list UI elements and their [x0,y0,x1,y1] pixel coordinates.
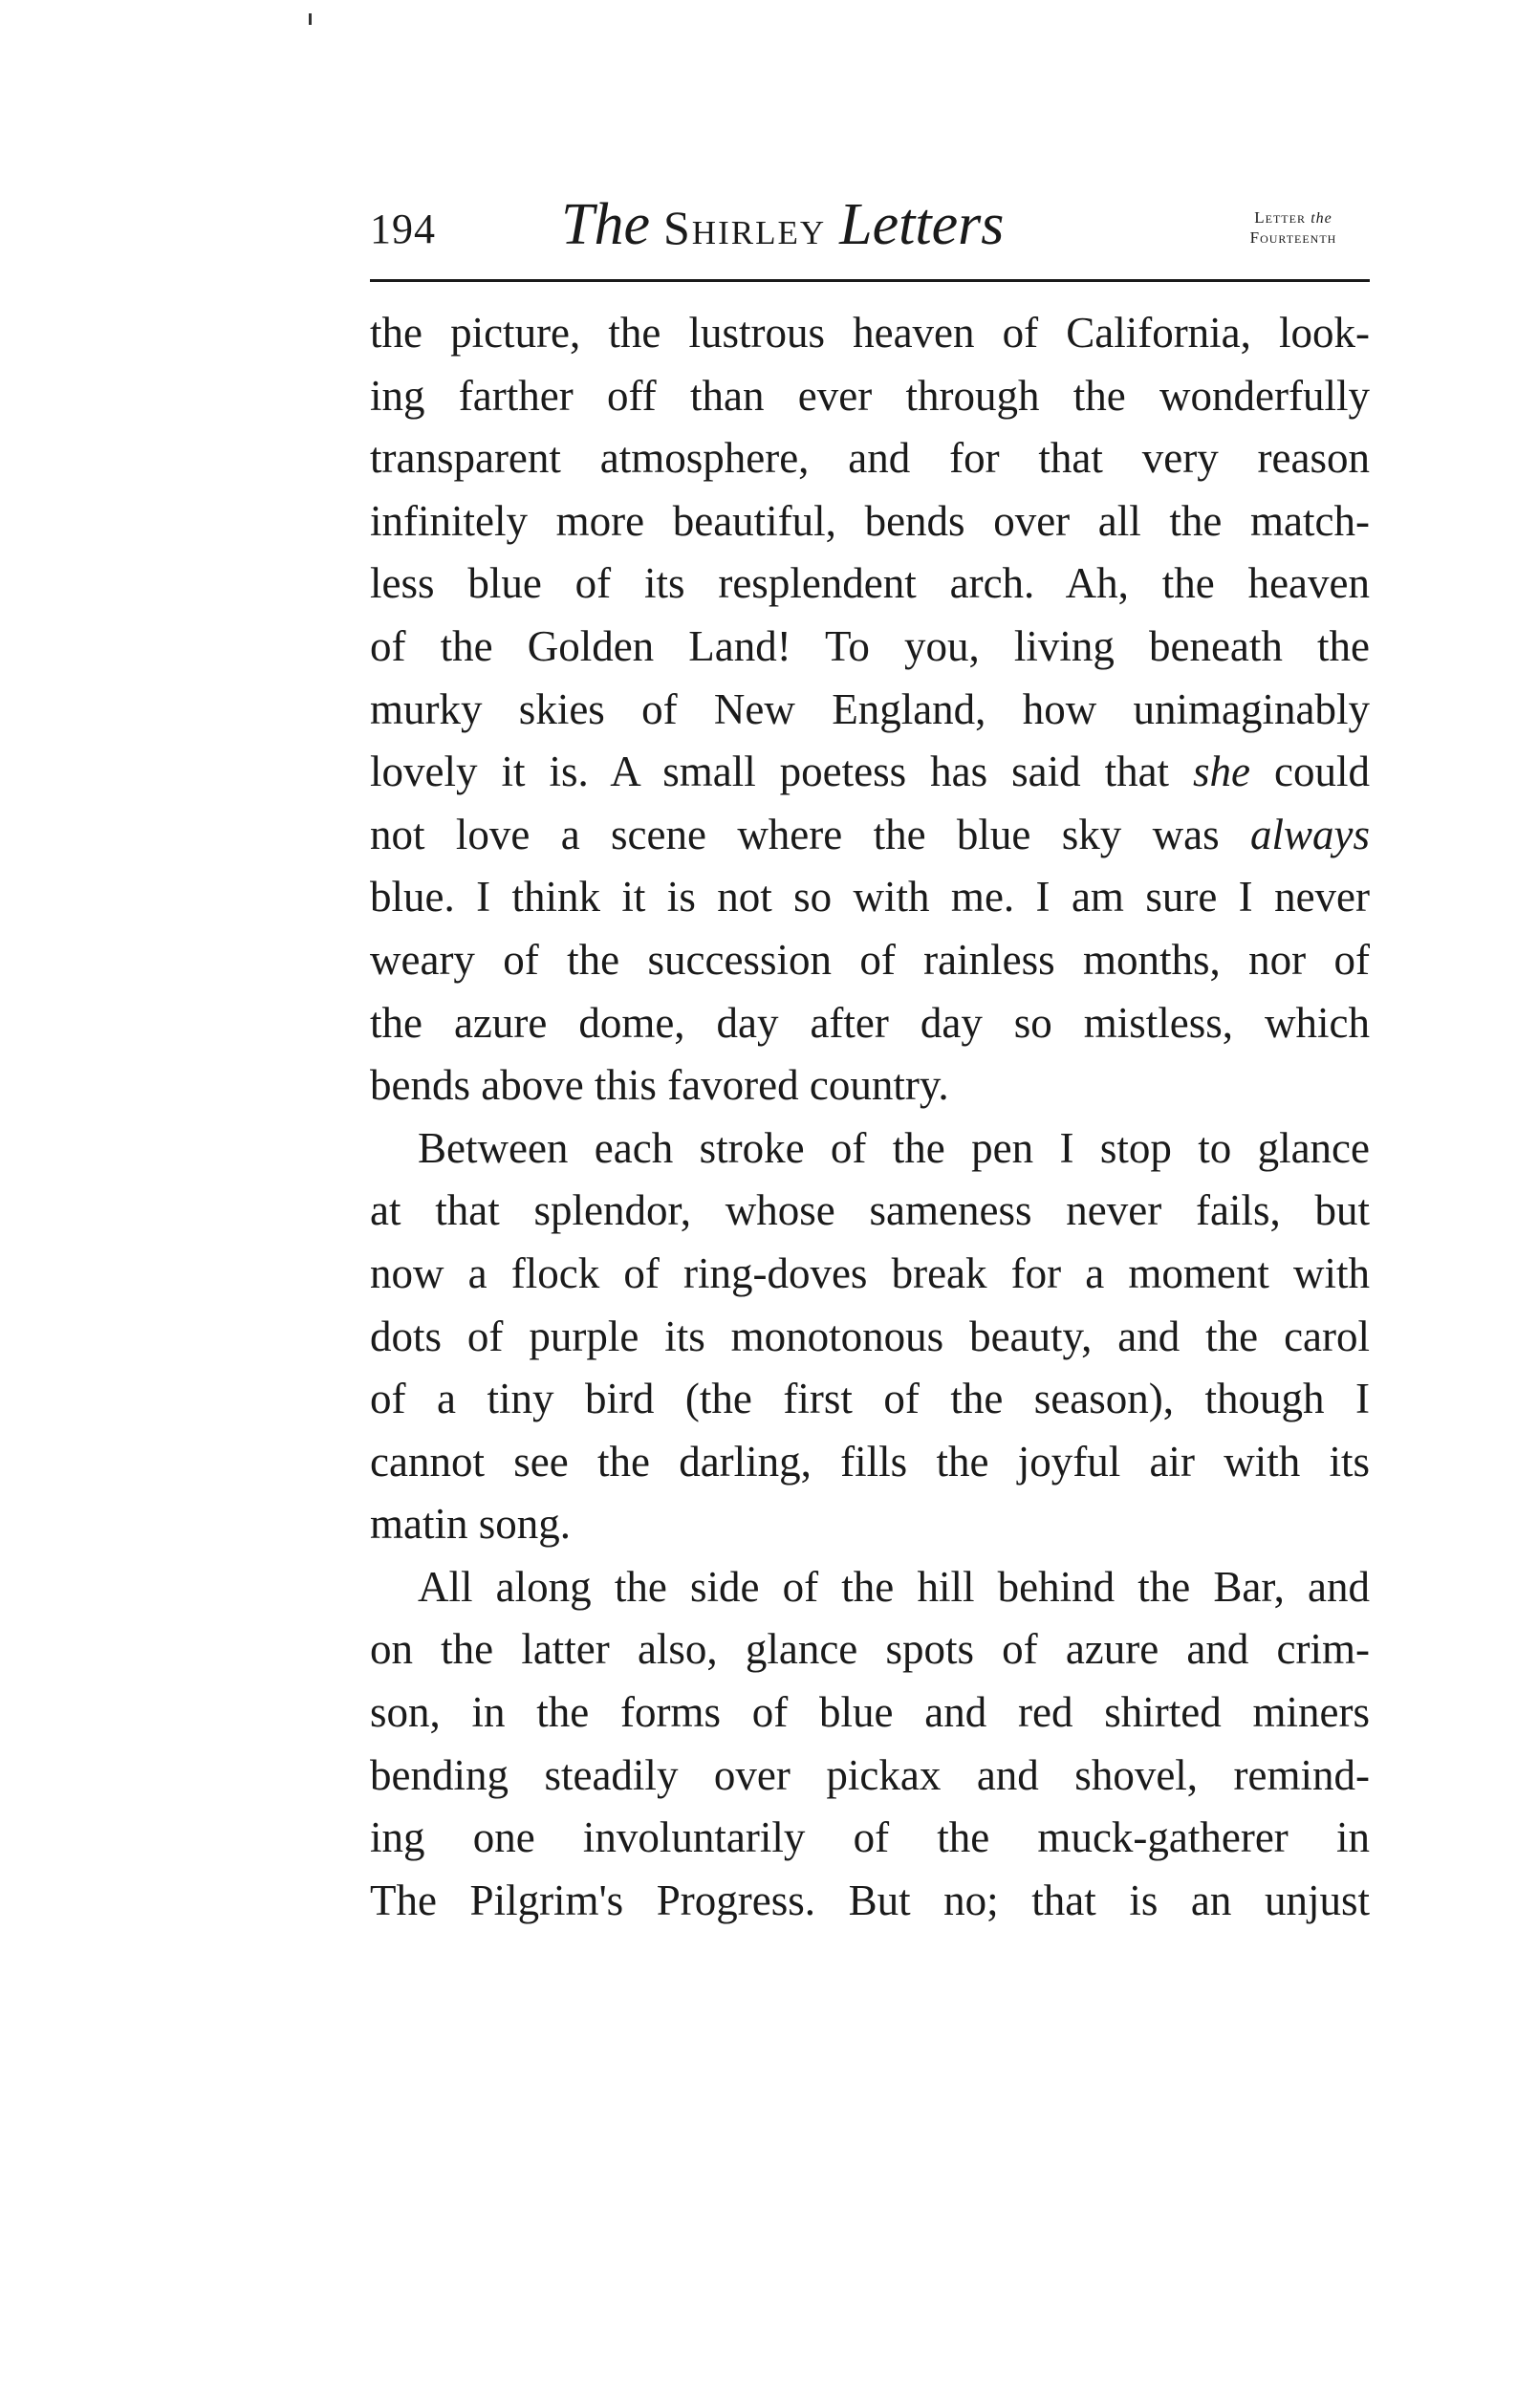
text-line-9 [370,804,1370,867]
text-line-19: cannot see the darling, fills the joyful air with its [370,1437,1370,1486]
page-number: 194 [370,206,436,252]
text-line-6: of the Golden Land! To you, living beneath the [370,621,1370,670]
text-line-1: the picture, the lustrous heaven of California, look- [370,309,1370,357]
italic-always: always [1249,810,1370,858]
text-line-26: The Pilgrim's Progress. But no; that is an unjust [370,1876,1370,1924]
text-line-20: matin song. [370,1500,571,1549]
text-line-11: weary of the succession of rainless months, nor of [370,935,1370,984]
text-line-18: of a tiny bird (the first of the season), though I [370,1375,1370,1423]
text-line-8-end: could [1274,748,1370,796]
text-line-24: bending steadily over pickax and shovel, remind- [370,1750,1370,1799]
text-line-15: at that splendor, whose sameness never fails, but [370,1186,1370,1235]
text-line-8-start: lovely it is. A small poetess has said that [370,748,1170,796]
stray-ink-mark [309,13,312,25]
running-title-the: The [561,192,650,257]
text-line-2: ing farther off than ever through the wonderfully [370,371,1370,420]
text-line-25: ing one involuntarily of the muck-gatherer in [370,1813,1370,1862]
text-line-9-start: not love a scene where the blue sky was [370,810,1220,858]
letter-label-the: the [1311,210,1332,227]
text-line-5: less blue of its resplendent arch. Ah, the heaven [370,559,1370,608]
text-line-16: now a flock of ring-doves break for a moment with [370,1248,1370,1297]
text-line-8 [370,741,1370,804]
italic-she: she [1193,748,1251,796]
letter-label [1217,208,1370,248]
running-title [561,191,1004,259]
text-line-4: infinitely more beautiful, bends over all the match- [370,496,1370,545]
text-line-10: blue. I think it is not so with me. I am sure I never [370,873,1370,922]
body-text [370,302,1370,1932]
text-line-23: son, in the forms of blue and red shirted miners [370,1688,1370,1737]
running-title-shirley: Shirley [663,201,827,254]
header-rule [370,279,1370,282]
letter-label-word: Letter [1254,208,1306,227]
text-line-22: on the latter also, glance spots of azure and crim- [370,1625,1370,1674]
text-line-7: murky skies of New England, how unimaginably [370,684,1370,733]
text-line-12: the azure dome, day after day so mistless, which [370,998,1370,1047]
text-line-3: transparent atmosphere, and for that very reason [370,434,1370,483]
text-line-13: bends above this favored country. [370,1061,949,1110]
running-header [370,191,1370,283]
text-line-14: Between each stroke of the pen I stop to glance [418,1123,1370,1172]
letter-label-ordinal: Fourteenth [1249,228,1337,247]
running-title-letters: Letters [839,192,1005,257]
text-line-21: All along the side of the hill behind the Bar, and [418,1562,1370,1611]
text-line-17: dots of purple its monotonous beauty, and the carol [370,1312,1370,1360]
